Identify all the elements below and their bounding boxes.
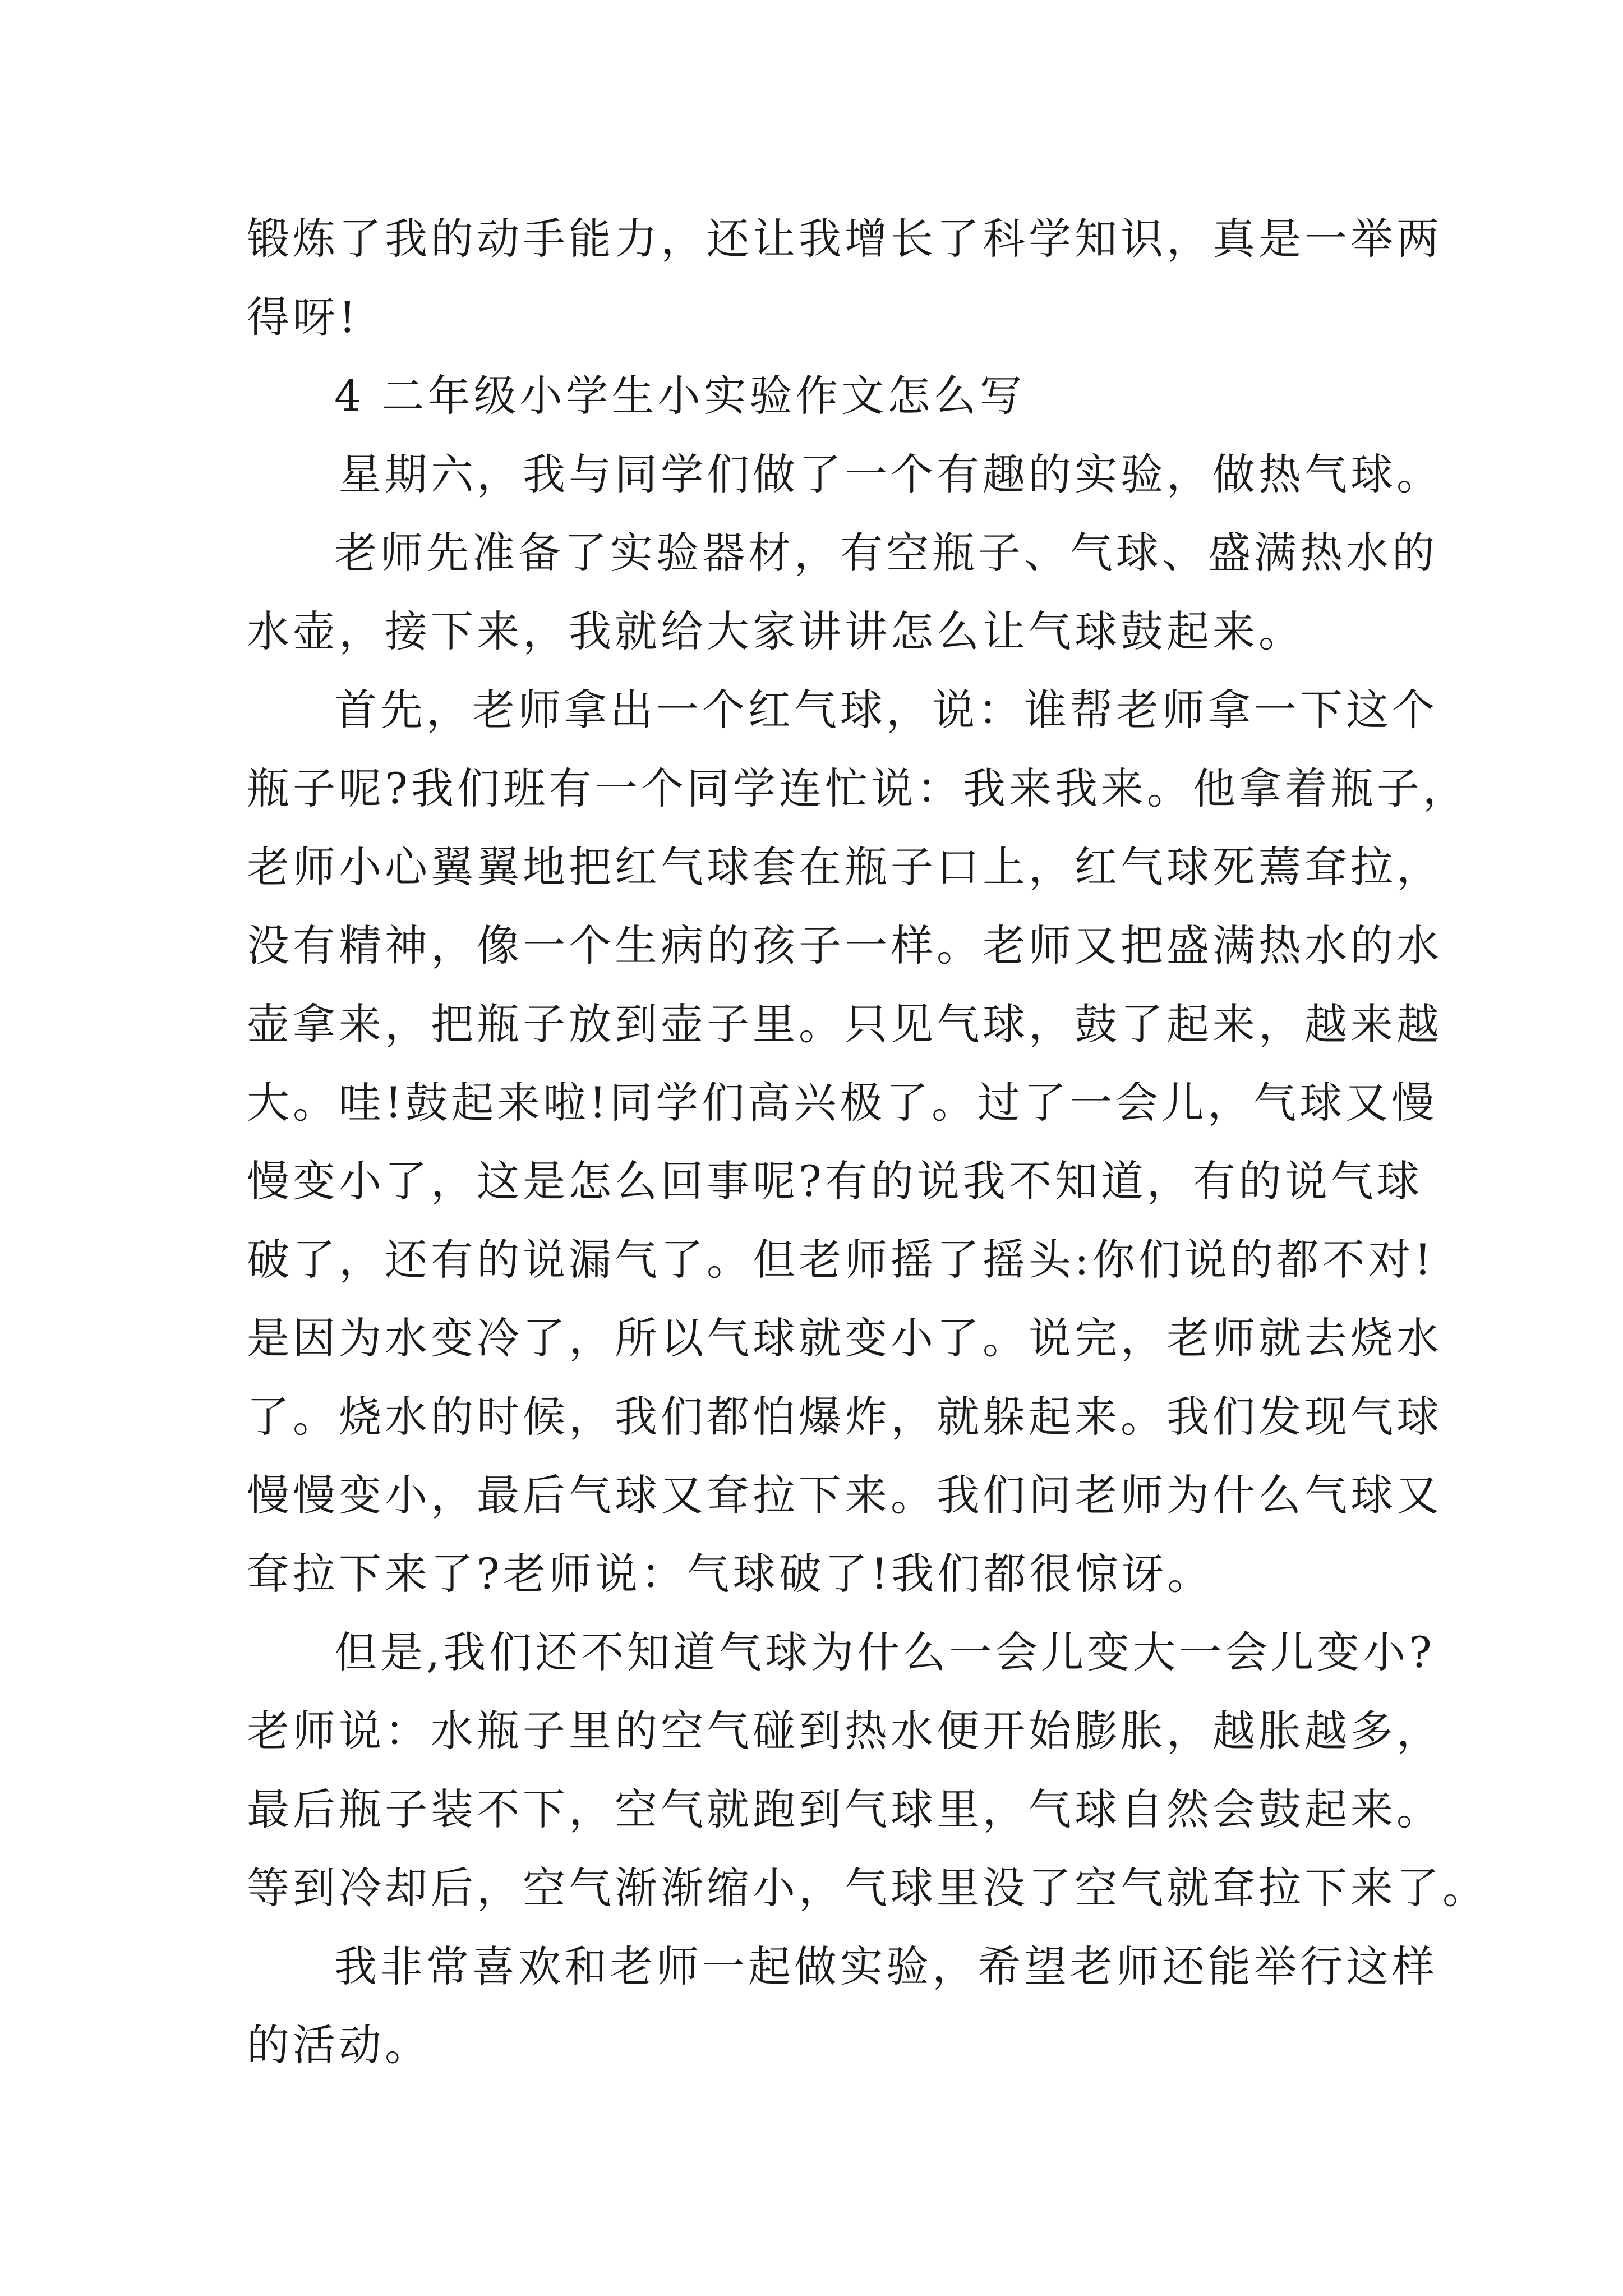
text-line: 破了，还有的说漏气了。但老师摇了摇头:你们说的都不对! — [247, 1235, 1435, 1285]
text-line: 没有精神，像一个生病的孩子一样。老师又把盛满热水的水 — [247, 921, 1442, 970]
text-line: 慢变小了，这是怎么回事呢?有的说我不知道，有的说气球 — [247, 1156, 1423, 1206]
text-line: 最后瓶子装不下，空气就跑到气球里，气球自然会鼓起来。 — [247, 1784, 1442, 1834]
text-line: 了。烧水的时候，我们都怕爆炸，就躲起来。我们发现气球 — [247, 1392, 1442, 1442]
text-line: 大。哇!鼓起来啦!同学们高兴极了。过了一会儿，气球又慢 — [247, 1078, 1438, 1128]
text-line: 首先，老师拿出一个红气球，说：谁帮老师拿一下这个 — [334, 685, 1438, 735]
text-line: 得呀! — [247, 292, 359, 342]
text-line: 的活动。 — [247, 2020, 431, 2070]
text-line: 等到冷却后，空气渐渐缩小，气球里没了空气就耷拉下来了。 — [247, 1863, 1488, 1913]
text-line: 但是,我们还不知道气球为什么一会儿变大一会儿变小? — [334, 1627, 1435, 1677]
text-line: 水壶，接下来，我就给大家讲讲怎么让气球鼓起来。 — [247, 606, 1304, 656]
text-line: 耷拉下来了?老师说：气球破了!我们都很惊讶。 — [247, 1549, 1214, 1599]
text-line: 瓶子呢?我们班有一个同学连忙说：我来我来。他拿着瓶子， — [247, 763, 1469, 813]
text-line: 慢慢变小，最后气球又耷拉下来。我们问老师为什么气球又 — [247, 1470, 1442, 1520]
text-line: 是因为水变冷了，所以气球就变小了。说完，老师就去烧水 — [247, 1313, 1442, 1363]
text-line: 老师先准备了实验器材，有空瓶子、气球、盛满热水的 — [334, 528, 1438, 578]
section-heading: 4 二年级小学生小实验作文怎么写 — [334, 371, 1026, 421]
text-line: 老师说：水瓶子里的空气碰到热水便开始膨胀，越胀越多， — [247, 1706, 1442, 1756]
text-line: 老师小心翼翼地把红气球套在瓶子口上，红气球死蔫耷拉， — [247, 842, 1442, 892]
text-line: 星期六，我与同学们做了一个有趣的实验，做热气球。 — [339, 449, 1442, 499]
text-line: 壶拿来，把瓶子放到壶子里。只见气球，鼓了起来，越来越 — [247, 999, 1442, 1049]
text-line: 锻炼了我的动手能力，还让我增长了科学知识，真是一举两 — [247, 214, 1442, 264]
text-line: 我非常喜欢和老师一起做实验，希望老师还能举行这样 — [334, 1941, 1438, 1991]
